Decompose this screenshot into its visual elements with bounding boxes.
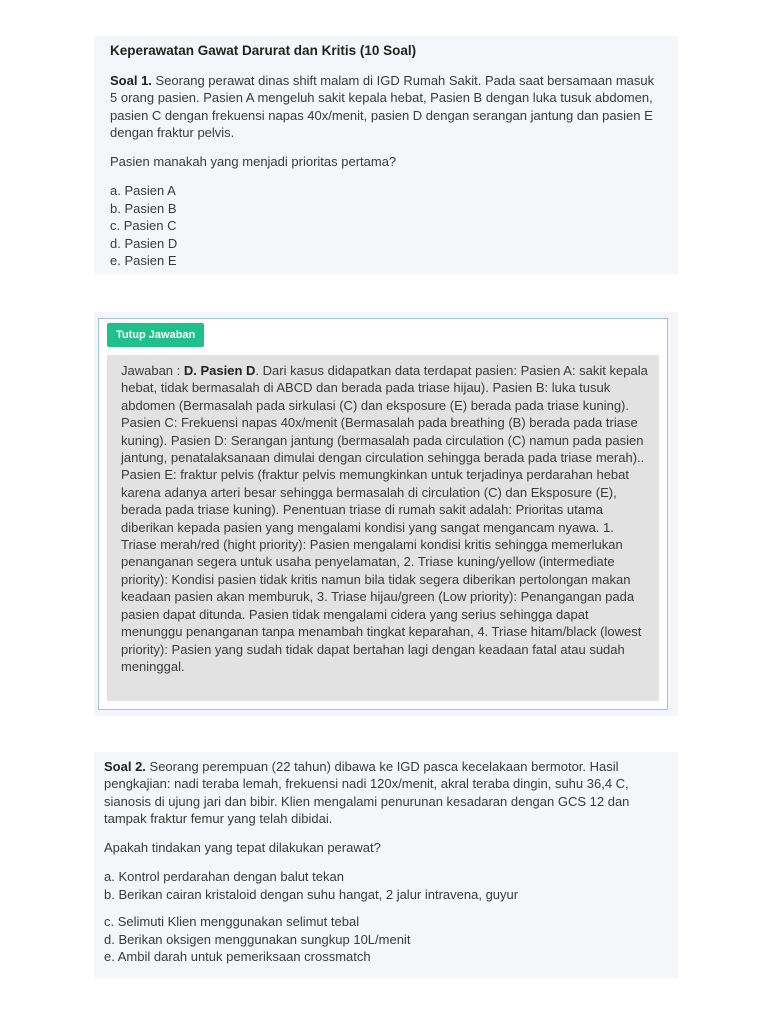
question-1-prompt: Pasien manakah yang menjadi prioritas pertama?: [110, 154, 397, 170]
quiz-title: Keperawatan Gawat Darurat dan Kritis (10 Soal): [110, 43, 417, 58]
option-b: b. Pasien B: [110, 200, 177, 216]
option-d: d. Pasien D: [110, 235, 178, 251]
answer-explanation: . Dari kasus didapatkan data terdapat pasien: Pasien A: sakit kepala hebat, tidak bermasalah di ABCD dan berada pada triase hijau). Pasien B: luka tusuk abdomen (Bermasalah pada sirkulasi (C) dan eksposure (E) berada pada triase kuning). Pasien C: Frekuensi napas 40x/menit (Bermasalah pada breathing (B) berada pada triase kuning). Pasien D: Serangan jantung (bermasalah pada circulation (C) namun pada pasien jantung, penatalaksanaan dimulai dengan circulation sehingga berada pada triase merah).. Pasien E: fraktur pelvis (fraktur pelvis memungkinkan untuk terjadinya perdarahan hebat karena adanya arteri besar sehingga bermasalah di circulation (C) dan Eksposure (E), berada pada triase kuning). Penentuan triase di rumah sakit adalah: Prioritas utama diberikan kepada pasien yang mengalami kondisi yang sangat mengancam nyawa. 1. Triase merah/red (hight priority): Pasien mengalami kondisi kritis sehingga memerlukan penanganan segera untuk usaha penyelamatan, 2. Triase kuning/yellow (intermediate priority): Kondisi pasien tidak kritis namun bila tidak segera diberikan pertolongan makan keadaan pasien akan memburuk, 3. Triase hijau/green (Low priority): Penangangan pada pasien dapat ditunda. Pasien tidak mengalami cidera yang serius sehingga dapat menunggu penanganan tanpa menambah tingkat keparahan, 4. Triase hitam/black (lowest priority): Pasien yang sudah tidak dapat bertahan lagi dengan keadaan fatal atau sudah meninggal.: [121, 363, 648, 674]
question-2-options: [104, 868, 664, 966]
question-2-text: Seorang perempuan (22 tahun) dibawa ke IGD pasca kecelakaan bermotor. Hasil pengkajian: nadi teraba lemah, frekuensi nadi 120x/menit, akral teraba dingin, suhu 36,4 C, sianosis di ujung jari dan bibir. Klien mengalami penurunan kesadaran dengan GCS 12 dan tampak fraktur femur yang telah dibidai.: [104, 759, 630, 826]
question-1-options: [110, 182, 664, 270]
option-c: c. Selimuti Klien menggunakan selimut tebal: [104, 914, 360, 930]
option-a: a. Pasien A: [110, 183, 176, 199]
question-1-card: [94, 36, 678, 274]
answer-prefix: Jawaban :: [121, 363, 184, 378]
question-2-card: [94, 752, 678, 978]
option-e: e. Ambil darah untuk pemeriksaan crossmatch: [104, 949, 371, 965]
option-b: b. Berikan cairan kristaloid dengan suhu hangat, 2 jalur intravena, guyur: [104, 886, 519, 902]
answer-panel: [98, 318, 668, 710]
answer-card: [94, 312, 678, 716]
answer-content: [107, 355, 659, 701]
answer-choice: D. Pasien D: [183, 363, 256, 378]
question-1-stem: [110, 72, 664, 141]
option-e: e. Pasien E: [110, 253, 177, 269]
question-1-label: Soal 1.: [110, 73, 152, 88]
question-2-stem: [104, 758, 664, 827]
question-2-label: Soal 2.: [104, 759, 146, 774]
close-answer-button[interactable]: Tutup Jawaban: [107, 323, 204, 347]
option-d: d. Berikan oksigen menggunakan sungkup 10L/menit: [104, 931, 411, 947]
option-a: a. Kontrol perdarahan dengan balut tekan: [104, 869, 344, 885]
option-c: c. Pasien C: [110, 218, 177, 234]
question-2-prompt: Apakah tindakan yang tepat dilakukan perawat?: [104, 840, 381, 856]
question-1-text: Seorang perawat dinas shift malam di IGD Rumah Sakit. Pada saat bersamaan masuk 5 orang pasien. Pasien A mengeluh sakit kepala hebat, Pasien B dengan luka tusuk abdomen, pasien C dengan frekuensi napas 40x/menit, pasien D dengan serangan jantung dan pasien E dengan fraktur pelvis.: [110, 73, 655, 140]
